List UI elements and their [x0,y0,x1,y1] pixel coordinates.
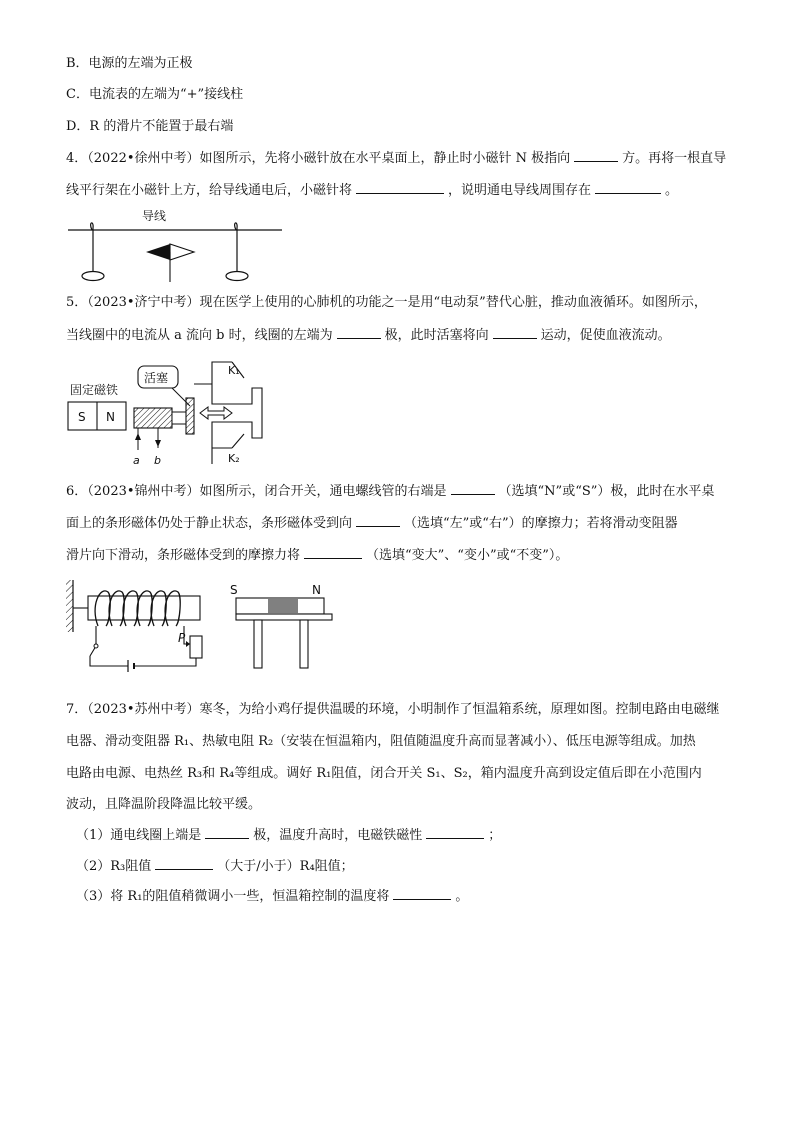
q7-text: ； [488,828,502,843]
right-base [226,272,248,281]
wire-bottom-right [134,636,196,666]
q7-text: （3）将 R₁的阻值稍微调小一些，恒温箱控制的温度将 [76,889,390,904]
q7-line4: 波动，且降温阶段降温比较平缓。 [66,797,262,812]
left-base [82,272,104,281]
slider-arrow-icon [186,641,190,647]
answer-blank[interactable] [356,180,444,194]
answer-blank[interactable] [356,513,400,527]
q6-text: 面上的条形磁体仍处于静止状态，条形磁体受到向 [66,516,353,531]
q4-text: 方。再将一根直导 [622,151,727,166]
wire-bottom-left [90,656,128,666]
q7-line1: 7．（2023•苏州中考）寒冬，为给小鸡仔提供温暖的环境，小明制作了恒温箱系统，原理如图。控制电路由电磁继 [66,702,720,717]
q6-text: 滑片向下滑动，条形磁体受到的摩擦力将 [66,548,301,563]
q3-option-d: D．R 的滑片不能置于最右端 [66,119,234,134]
q7-text: （大于/小于）R₄阻值； [217,859,354,874]
answer-blank[interactable] [426,825,484,839]
q4-text: 线平行架在小磁针上方，给导线通电后，小磁针将 [66,183,353,198]
q5-line1: 5．（2023•济宁中考）现在医学上使用的心肺机的功能之一是用“电动泵”替代心脏，推动血液循环。如图所示， [66,295,707,310]
q7-text: （2）R₃阻值 [76,859,152,874]
wall [66,580,73,632]
arrow-up-icon [135,433,141,440]
slider-p-label: P [178,631,186,645]
compass-needle-dark [146,244,170,260]
q7-sub2 [76,856,354,877]
pole-n-label: N [106,410,115,424]
q5-line2 [66,325,671,346]
q6-line3 [66,545,568,566]
rheostat [190,636,202,658]
q3-option-c: C．电流表的左端为“+”接线柱 [66,87,244,102]
bar-magnet-center [268,599,298,613]
answer-blank[interactable] [205,825,249,839]
table-leg-left [254,620,262,668]
valve-k1-label: K₁ [228,364,240,377]
table-leg-right [300,620,308,668]
piston-label: 活塞 [144,371,169,385]
piston [186,398,194,434]
q4-text: 。 [665,183,679,198]
wire-label: 导线 [142,209,167,223]
table-top [236,614,332,620]
answer-blank[interactable] [574,148,618,162]
q7-text: 。 [455,889,469,904]
q4-text: 4．（2022•徐州中考）如图所示，先将小磁针放在水平桌面上，静止时小磁针 N 极指向 [66,151,571,166]
q6-figure-solenoid [60,576,340,676]
answer-blank[interactable] [451,481,495,495]
q6-text: （选填“左”或“右”）的摩擦力；若将滑动变阻器 [404,516,678,531]
piston-rod [172,412,186,424]
q4-line2 [66,180,678,201]
answer-blank[interactable] [595,180,661,194]
compass-needle-light [170,244,194,260]
switch-pivot [94,644,98,648]
magnet-n-label: N [312,583,321,597]
q7-sub3 [76,886,468,907]
terminal-a-label: a [133,454,140,467]
q7-sub1 [76,825,501,846]
q6-text: （选填“N”或“S”）极，此时在水平桌 [498,484,715,499]
double-arrow-icon [200,407,232,419]
valve-k2-label: K₂ [228,452,240,465]
q6-text: （选填“变大”、“变小”或“不变”）。 [366,548,569,563]
q6-line1 [66,481,714,502]
solenoid-core [88,596,200,620]
answer-blank[interactable] [337,325,381,339]
answer-blank[interactable] [393,886,451,900]
coil [134,408,172,428]
terminal-b-label: b [154,454,161,467]
answer-blank[interactable] [155,856,213,870]
q7-line3: 电路由电源、电热丝 R₃和 R₄等组成。调好 R₁阻值，闭合开关 S₁、S₂，箱内温度升高到设定值后即在小范围内 [66,766,702,781]
pole-s-label: S [78,410,86,424]
arrow-down-icon [155,440,161,447]
q4-line1 [66,148,726,169]
answer-blank[interactable] [304,545,362,559]
q4-figure-wire-compass [60,202,300,290]
q6-line2 [66,513,678,534]
q5-text: 极，此时活塞将向 [384,328,489,343]
q6-text: 6．（2023•锦州中考）如图所示，闭合开关，通电螺线管的右端是 [66,484,447,499]
magnet-s-label: S [230,583,238,597]
q5-text: 当线圈中的电流从 a 流向 b 时，线圈的左端为 [66,328,333,343]
q3-option-b: B．电源的左端为正极 [66,56,193,71]
q5-text: 运动，促使血液流动。 [540,328,671,343]
switch [90,626,96,656]
q4-text: ，说明通电导线周围存在 [448,183,592,198]
q7-text: 极，温度升高时，电磁铁磁性 [253,828,423,843]
q7-line2: 电器、滑动变阻器 R₁、热敏电阻 R₂（安装在恒温箱内，阻值随温度升高而显著减小）、低压电源等组成。加热 [66,734,696,749]
answer-blank[interactable] [493,325,537,339]
fixed-magnet-label: 固定磁铁 [70,383,119,397]
q5-figure-heart-pump [62,354,272,472]
q7-text: （1）通电线圈上端是 [76,828,202,843]
